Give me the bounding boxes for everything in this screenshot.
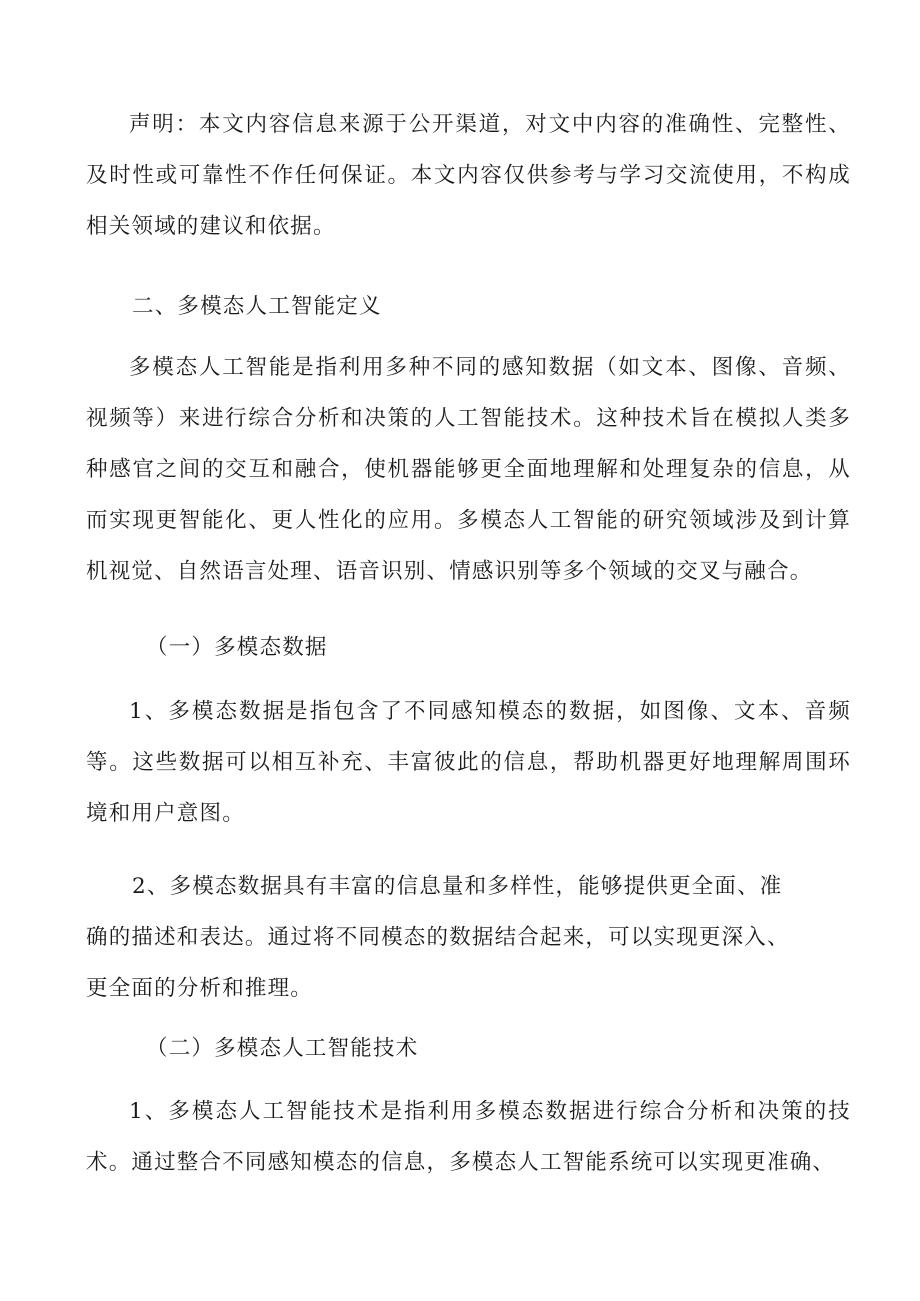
subsection-1-item-2-line-1: 2、多模态数据具有丰富的信息量和多样性，能够提供更全面、准 (132, 874, 783, 899)
subsection-1-item-2-line-3: 更全面的分析和推理。 (86, 976, 314, 1001)
disclaimer-paragraph: 声明：本文内容信息来源于公开渠道，对文中内容的准确性、完整性、及时性或可靠性不作任何保证。本文内容仅供参考与学习交流使用，不构成相关领域的建议和依据。 (86, 112, 851, 239)
subsection-1-item-2-line-2: 确的描述和表达。通过将不同模态的数据结合起来，可以实现更深入、 (86, 925, 790, 950)
subsection-1-item-1-paragraph: 1、多模态数据是指包含了不同感知模态的数据，如图像、文本、音频等。这些数据可以相互补充、丰富彼此的信息，帮助机器更好地理解周围环境和用户意图。 (86, 699, 851, 826)
subsection-1-title: （一）多模态数据 (146, 635, 328, 660)
section-2-title: 二、多模态人工智能定义 (132, 294, 382, 319)
section-2-intro-paragraph: 多模态人工智能是指利用多种不同的感知数据（如文本、图像、音频、视频等）来进行综合分析和决策的人工智能技术。这种技术旨在模拟人类多种感官之间的交互和融合，使机器能够更全面地理解和处理复杂的信息，从而实现更智能化、更人性化的应用。多模态人工智能的研究领域涉及到计算机视觉、自然语言处理、语音识别、情感识别等多个领域的交叉与融合。 (86, 355, 851, 584)
subsection-2-title: （二）多模态人工智能技术 (146, 1036, 419, 1061)
subsection-2-item-1-paragraph: 1、多模态人工智能技术是指利用多模态数据进行综合分析和决策的技术。通过整合不同感知模态的信息，多模态人工智能系统可以实现更准确、 (86, 1099, 851, 1175)
